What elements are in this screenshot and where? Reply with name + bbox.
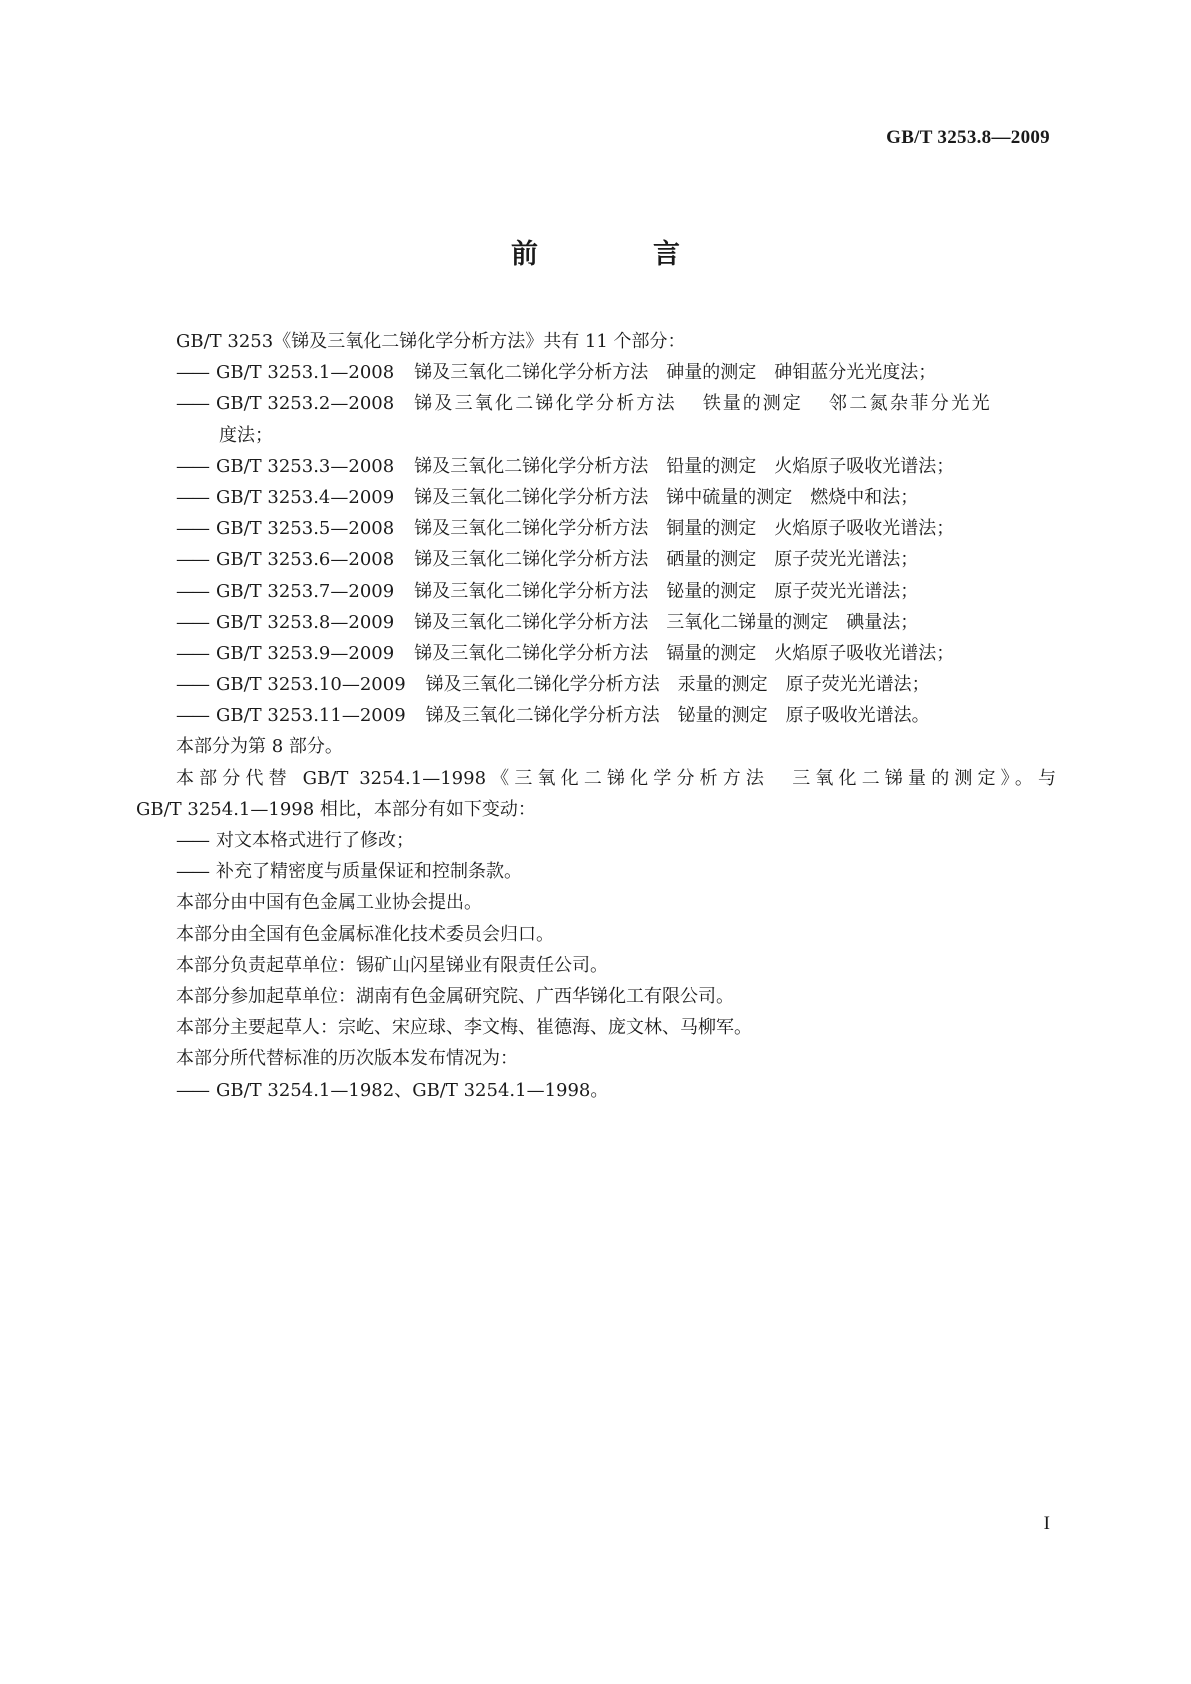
part-method: 锑及三氧化二锑化学分析方法 bbox=[425, 705, 660, 727]
proposed-by: 本部分由中国有色金属工业协会提出。 bbox=[176, 892, 482, 914]
intro-paragraph: GB/T 3253《锑及三氧化二锑化学分析方法》共有 11 个部分： bbox=[176, 331, 686, 352]
part-item bbox=[136, 700, 1056, 731]
dash-marker: —— bbox=[176, 393, 208, 415]
dash-marker: —— bbox=[176, 642, 208, 664]
part-item bbox=[136, 607, 1056, 638]
part-item bbox=[136, 513, 1056, 544]
part-method: 锑及三氧化二锑化学分析方法 bbox=[414, 362, 649, 384]
part-code: GB/T 3253.11—2009 bbox=[216, 705, 406, 727]
part-item-name: 铋量的测定 bbox=[666, 580, 757, 602]
part-item-name: 硒量的测定 bbox=[666, 549, 757, 571]
part-method: 锑及三氧化二锑化学分析方法 bbox=[414, 393, 677, 415]
foreword-body bbox=[136, 326, 1056, 1106]
part-item-name: 汞量的测定 bbox=[677, 674, 768, 696]
dash-marker: —— bbox=[176, 455, 208, 477]
replacement-line-1: 本部分代替 GB/T 3254.1—1998《三氧化二锑化学分析方法 三氧化二锑量的测定》。与 bbox=[176, 767, 1056, 789]
part-item bbox=[136, 638, 1056, 669]
part-code: GB/T 3253.5—2008 bbox=[216, 518, 395, 540]
dash-marker: —— bbox=[176, 861, 208, 883]
change-text: 补充了精密度与质量保证和控制条款。 bbox=[216, 861, 522, 883]
part-technique: 原子吸收光谱法。 bbox=[785, 705, 930, 727]
part-item bbox=[136, 388, 1056, 419]
part-code: GB/T 3253.8—2009 bbox=[216, 611, 395, 633]
part-number-statement: 本部分为第 8 部分。 bbox=[176, 736, 343, 758]
dash-marker: —— bbox=[176, 705, 208, 727]
part-technique: 原子荧光光谱法； bbox=[774, 549, 919, 571]
part-method: 锑及三氧化二锑化学分析方法 bbox=[414, 580, 649, 602]
part-code: GB/T 3253.10—2009 bbox=[216, 674, 406, 696]
dash-marker: —— bbox=[176, 580, 208, 602]
part-technique: 邻二氮杂菲分光光 bbox=[828, 393, 993, 415]
dash-marker: —— bbox=[176, 549, 208, 571]
part-item-name: 铋量的测定 bbox=[677, 705, 768, 727]
part-technique: 燃烧中和法； bbox=[810, 486, 919, 508]
part-item bbox=[136, 544, 1056, 575]
dash-marker: —— bbox=[176, 830, 208, 851]
part-technique-continuation: 度法； bbox=[219, 424, 273, 446]
standard-code-header: GB/T 3253.8—2009 bbox=[886, 127, 1050, 148]
part-method: 锑及三氧化二锑化学分析方法 bbox=[425, 674, 660, 696]
change-item bbox=[136, 856, 1056, 887]
part-item bbox=[136, 451, 1056, 482]
part-item-name: 锑中硫量的测定 bbox=[666, 486, 793, 508]
part-technique: 碘量法； bbox=[846, 611, 919, 633]
dash-marker: —— bbox=[176, 674, 208, 696]
centralized-by: 本部分由全国有色金属标准化技术委员会归口。 bbox=[176, 923, 554, 945]
history-intro: 本部分所代替标准的历次版本发布情况为： bbox=[176, 1048, 518, 1070]
part-method: 锑及三氧化二锑化学分析方法 bbox=[414, 455, 649, 477]
part-code: GB/T 3253.2—2008 bbox=[216, 393, 395, 415]
part-item-name: 铜量的测定 bbox=[666, 518, 757, 540]
part-technique: 原子荧光光谱法； bbox=[785, 674, 930, 696]
part-code: GB/T 3253.6—2008 bbox=[216, 549, 395, 571]
part-method: 锑及三氧化二锑化学分析方法 bbox=[414, 642, 649, 664]
part-method: 锑及三氧化二锑化学分析方法 bbox=[414, 549, 649, 571]
part-item bbox=[136, 357, 1056, 388]
part-method: 锑及三氧化二锑化学分析方法 bbox=[414, 611, 649, 633]
history-versions-text: GB/T 3254.1—1982、GB/T 3254.1—1998。 bbox=[216, 1079, 609, 1101]
part-item-name: 砷量的测定 bbox=[666, 362, 757, 384]
dash-marker: —— bbox=[176, 518, 208, 540]
dash-marker: —— bbox=[176, 486, 208, 508]
part-technique: 砷钼蓝分光光度法； bbox=[774, 362, 937, 384]
history-versions bbox=[136, 1075, 1056, 1106]
dash-marker: —— bbox=[176, 362, 208, 384]
part-method: 锑及三氧化二锑化学分析方法 bbox=[414, 486, 649, 508]
dash-marker: —— bbox=[176, 611, 208, 633]
part-item-name: 铅量的测定 bbox=[666, 455, 757, 477]
part-item-name: 三氧化二锑量的测定 bbox=[666, 611, 829, 633]
page-title: 前 言 bbox=[511, 239, 724, 270]
change-text: 对文本格式进行了修改； bbox=[216, 830, 414, 851]
part-code: GB/T 3253.3—2008 bbox=[216, 455, 395, 477]
part-code: GB/T 3253.1—2008 bbox=[216, 362, 395, 384]
part-technique: 火焰原子吸收光谱法； bbox=[774, 455, 955, 477]
part-technique: 火焰原子吸收光谱法； bbox=[774, 518, 955, 540]
part-item-name: 镉量的测定 bbox=[666, 642, 757, 664]
replacement-line-2: GB/T 3254.1—1998 相比，本部分有如下变动： bbox=[136, 798, 536, 820]
part-technique: 火焰原子吸收光谱法； bbox=[774, 642, 955, 664]
part-code: GB/T 3253.4—2009 bbox=[216, 486, 395, 508]
drafting-unit: 本部分负责起草单位：锡矿山闪星锑业有限责任公司。 bbox=[176, 954, 608, 976]
main-drafters: 本部分主要起草人：宗屹、宋应球、李文梅、崔德海、庞文林、马柳军。 bbox=[176, 1017, 752, 1039]
part-technique: 原子荧光光谱法； bbox=[774, 580, 919, 602]
change-item bbox=[136, 825, 1056, 856]
replacement-statement bbox=[136, 763, 1056, 794]
part-method: 锑及三氧化二锑化学分析方法 bbox=[414, 518, 649, 540]
part-item bbox=[136, 482, 1056, 513]
part-code: GB/T 3253.9—2009 bbox=[216, 642, 395, 664]
dash-marker: —— bbox=[176, 1079, 208, 1101]
part-code: GB/T 3253.7—2009 bbox=[216, 580, 395, 602]
page-number: I bbox=[1043, 1513, 1050, 1534]
participating-units: 本部分参加起草单位：湖南有色金属研究院、广西华锑化工有限公司。 bbox=[176, 985, 734, 1007]
part-item-name: 铁量的测定 bbox=[702, 393, 803, 415]
part-item bbox=[136, 669, 1056, 700]
part-item bbox=[136, 576, 1056, 607]
